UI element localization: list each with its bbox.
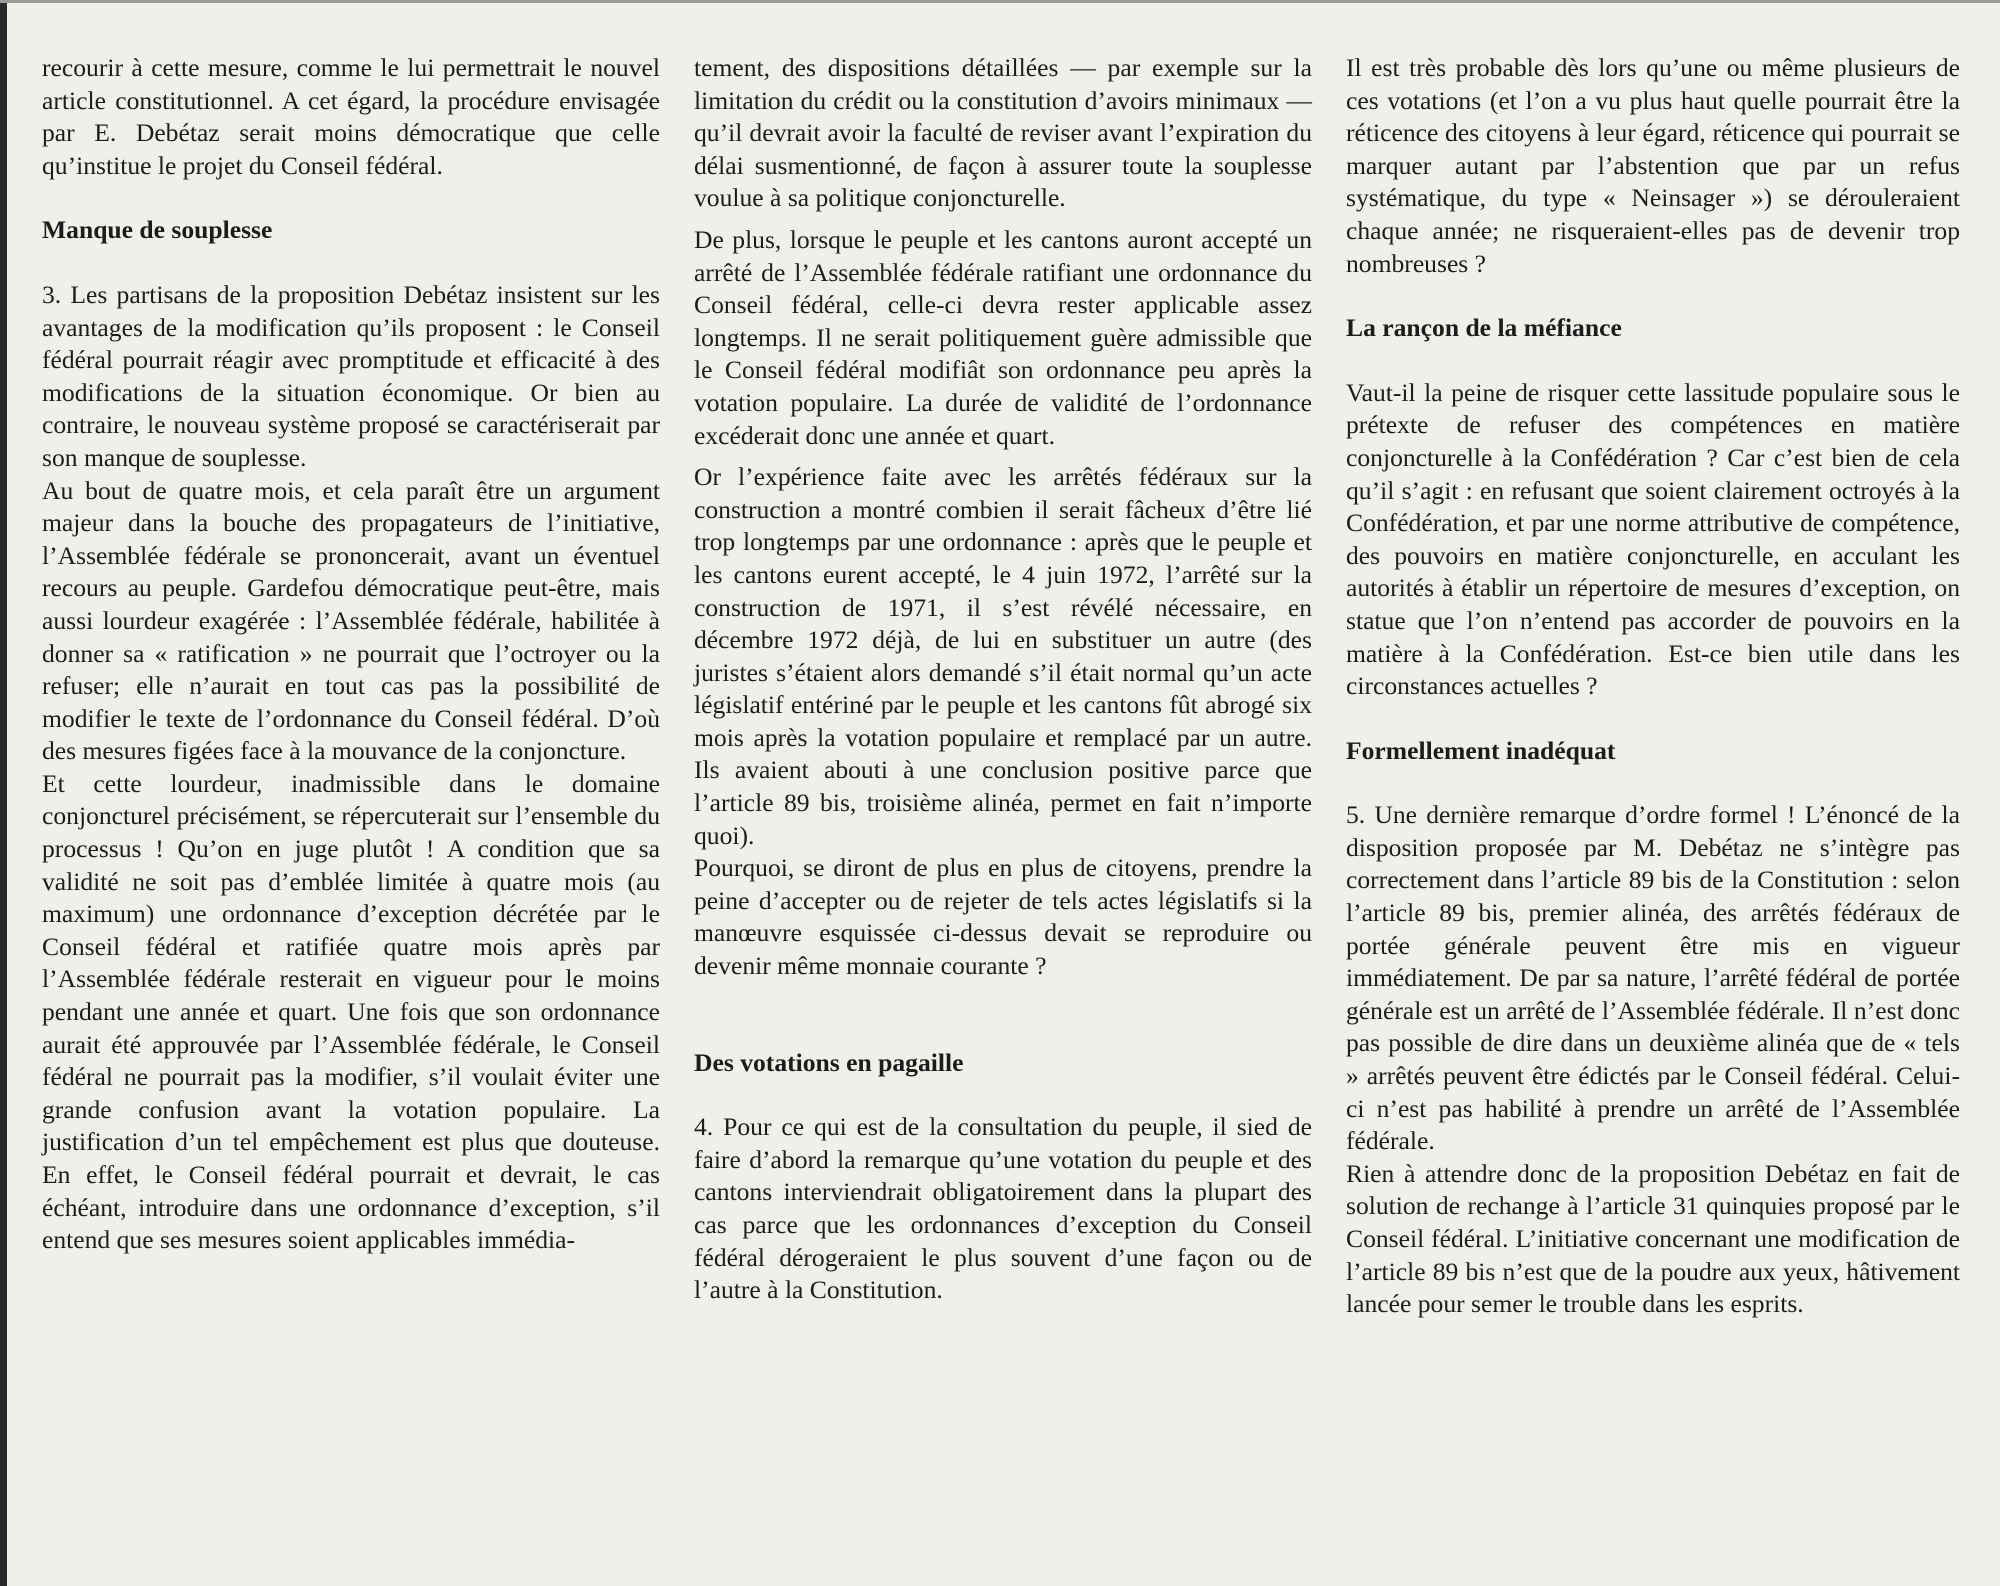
paragraph: 3. Les partisans de la proposition Debétaz insistent sur les avantages de la modification qu’ils proposent : le Conseil fédéral pourrait réagir avec promptitude et efficacité à des modifications de la situation économique. Or bien au contraire, le nouveau système proposé se caractériserait par son manque de souplesse. [42, 279, 660, 472]
section-heading-manque-de-souplesse: Manque de souplesse [42, 215, 273, 245]
paragraph: Au bout de quatre mois, et cela paraît être un argument majeur dans la bouche des propagateurs de l’initiative, l’Assemblée fédérale se prononcerait, avant un éventuel recours au peuple. Gardefou démocratique peut-être, mais aussi lourdeur exagérée : l’Assemblée fédérale, habilitée à donner sa « ratification » ne pourrait que l’octroyer ou la refuser; elle n’aurait en tout cas pas la possibilité de modifier le texte de l’ordonnance du Conseil fédéral. D’où des mesures figées face à la mouvance de la conjoncture. [42, 475, 660, 766]
paragraph: De plus, lorsque le peuple et les cantons auront accepté un arrêté de l’Assemblée fédérale ratifiant une ordonnance du Conseil fédéral, celle-ci devra rester applicable assez longtemps. Il ne serait politiquement guère admissible que le Conseil fédéral modifiât son ordonnance peu après la votation populaire. La durée de validité de l’ordonnance excéderait donc une année et quart. [694, 224, 1312, 450]
paragraph: 5. Une dernière remarque d’ordre formel ! L’énoncé de la disposition proposée par M. Debétaz ne s’intègre pas correctement dans l’article 89 bis de la Constitution : selon l’article 89 bis, premier alinéa, des arrêtés fédéraux de portée générale peuvent être mis en vigueur immédiatement. De par sa nature, l’arrêté fédéral de portée générale est un arrêté de l’Assemblée fédérale. Il n’est donc pas possible de dire dans un deuxième alinéa que de « tels » arrêtés peuvent être édictés par le Conseil fédéral. Celui-ci n’est pas habilité à prendre un arrêté de l’Assemblée fédérale. [1346, 800, 1960, 1156]
paragraph: Or l’expérience faite avec les arrêtés fédéraux sur la construction a montré combien il serait fâcheux d’être lié trop longtemps par une ordonnance : après que le peuple et les cantons eurent accepté, le 4 juin 1972, l’arrêté sur la construction de 1971, il s’est révélé nécessaire, en décembre 1972 déjà, de lui en substituer un autre (des juristes s’étaient alors demandé s’il était normal qu’un acte législatif entériné par le peuple et les cantons fût abrogé six mois après la votation populaire et remplacé par un autre. Ils avaient abouti à une conclusion positive parce que l’article 89 bis, troisième alinéa, permet en fait n’importe quoi). [694, 462, 1312, 850]
text-column-3 [1346, 52, 1960, 1321]
section-heading-des-votations-en-pagaille: Des votations en pagaille [694, 1047, 964, 1077]
paragraph: Pourquoi, se diront de plus en plus de citoyens, prendre la peine d’accepter ou de rejeter de tels actes législatifs si la manœuvre esquissée ci-dessus devait se reproduire ou devenir même monnaie courante ? [694, 853, 1312, 981]
section-heading-la-rancon-de-la-mefiance: La rançon de la méfiance [1346, 313, 1622, 343]
paragraph: 4. Pour ce qui est de la consultation du peuple, il sied de faire d’abord la remarque qu’une votation du peuple et des cantons interviendrait obligatoirement dans la plupart des cas parce que les ordonnances d’exception du Conseil fédéral dérogeraient le plus souvent d’une façon ou de l’autre à la Constitution. [694, 1112, 1312, 1305]
paragraph: Et cette lourdeur, inadmissible dans le domaine conjoncturel précisément, se répercuterait sur l’ensemble du processus ! Qu’on en juge plutôt ! A condition que sa validité ne soit pas d’emblée limitée à quatre mois (au maximum) une ordonnance d’exception décrétée par le Conseil fédéral et ratifiée quatre mois après par l’Assemblée fédérale resterait en vigueur pour le moins pendant une année et quart. Une fois que son ordonnance aurait été approuvée par l’Assemblée fédérale, le Conseil fédéral ne pourrait pas la modifier, s’il voulait éviter une grande confusion avant la votation populaire. La justification d’un tel empêchement est plus que douteuse. En effet, le Conseil fédéral pourrait et devrait, le cas échéant, introduire dans une ordonnance d’exception, s’il entend que ses mesures soient applicables immédia- [42, 768, 660, 1255]
scan-binding-edge [0, 0, 7, 1586]
paragraph: Rien à attendre donc de la proposition Debétaz en fait de solution de rechange à l’article 31 quinquies proposé par le Conseil fédéral. L’initiative concernant une modification de l’article 89 bis n’est que de la poudre aux yeux, hâtivement lancée pour semer le trouble dans les esprits. [1346, 1158, 1960, 1319]
text-column-2 [694, 52, 1312, 1307]
text-column-1 [42, 52, 660, 1257]
scan-top-edge [0, 0, 2000, 3]
paragraph: Il est très probable dès lors qu’une ou même plusieurs de ces votations (et l’on a vu plus haut quelle pourrait être la réticence des citoyens à leur égard, réticence qui pourrait se marquer autant par l’abstention que par un refus systématique, du type « Neinsager ») se dérouleraient chaque année; ne risqueraient-elles pas de devenir trop nombreuses ? [1346, 53, 1960, 278]
paragraph: Vaut-il la peine de risquer cette lassitude populaire sous le prétexte de refuser des compétences en matière conjoncturelle à la Confédération ? Car c’est bien de cela qu’il s’agit : en refusant que soient clairement octroyés à la Confédération, et par une norme attributive de compétence, des pouvoirs en matière conjoncturelle, en acculant les autorités à établir un répertoire de mesures d’exception, on statue que l’on n’entend pas accorder de pouvoirs en la matière à la Confédération. Est-ce bien utile dans les circonstances actuelles ? [1346, 377, 1960, 701]
paragraph: tement, des dispositions détaillées — par exemple sur la limitation du crédit ou la constitution d’avoirs minimaux — qu’il devrait avoir la faculté de reviser avant l’expiration du délai susmentionné, de façon à assurer toute la souplesse voulue à sa politique conjoncturelle. [694, 53, 1312, 213]
section-heading-formellement-inadequat: Formellement inadéquat [1346, 735, 1616, 765]
paragraph: recourir à cette mesure, comme le lui permettrait le nouvel article constitutionnel. A cet égard, la procédure envisagée par E. Debétaz serait moins démocratique que celle qu’institue le projet du Conseil fédéral. [42, 53, 660, 180]
